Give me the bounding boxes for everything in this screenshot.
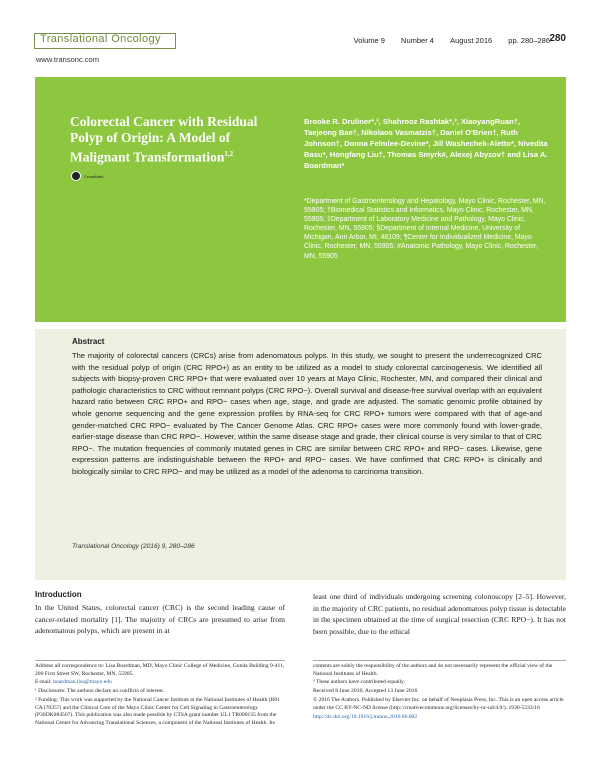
volume: Volume 9: [353, 36, 385, 45]
citation-line: Translational Oncology (2016) 9, 280–286: [72, 543, 195, 550]
journal-url[interactable]: www.transonc.com: [36, 55, 99, 64]
copyright-note: © 2016 The Authors. Published by Elsevier Inc. on behalf of Neoplasia Press, Inc. This is an open access article under the CC BY-NC-ND license (http://creativecommons.org/licenses/by-nc-nd/4.0/). 1936-5233/16: [313, 697, 564, 711]
crossmark-label: CrossMark: [84, 173, 104, 179]
title-footnote-marks: 1,2: [224, 150, 234, 158]
received-note: Received 8 June 2016; Accepted 13 June 2016: [313, 688, 418, 695]
crossmark-icon: [71, 171, 81, 181]
abstract-heading: Abstract: [72, 337, 105, 346]
footnotes-right: [313, 663, 566, 723]
footnote-divider-left: [35, 660, 285, 661]
affiliations: *Department of Gastroenterology and Hepatology, Mayo Clinic, Rochester, MN, 55905; †Biomedical Statistics and Informatics, Mayo Clinic, Rochester, MN, 55905; ‡Department of Laboratory Medicine and Pathology, Mayo Clinic, Rochester, MN, 55905; §Department of Internal Medicine, University of Michigan, Ann Arbor, MI, 48109; ¶Center for Individualized Medicine, Mayo Clinic, Rochester, MN, 55905; #Anatomic Pathology, Mayo Clinic, Rochester, MN, 55905: [304, 198, 546, 260]
equal-contribution-note: ³ These authors have contributed equally.: [313, 679, 405, 686]
introduction-left-column: In the United States, colorectal cancer (CRC) is the second leading cause of cancer-related mortality [1]. The majority of CRCs are presumed to arise from adenomatous polyps, which are present in at: [35, 603, 285, 636]
contents-note: contents are solely the responsibility of the authors and do not necessarily represent the official view of the National Institutes of Health.: [313, 663, 553, 677]
funding-note: ² Funding: This work was supported by the National Cancer Institute at the National Institutes of Health (R01 CA170357) and the Clinical Core of the Mayo Clinic Center for Cell Signaling in Gastroenterology (P30DK084567). This publication was also made possible by CTSA grant number UL1 TR000135 from the National Center for Advancing Translational Sciences, a component of the National Institutes of Health. Its: [35, 697, 281, 727]
email-note: [35, 679, 285, 687]
abstract-text: The majority of colorectal cancers (CRCs) arise from adenomatous polyps. In this study, we sought to present the underrecognized CRC with the residual polyp of origin (CRC RPO+) as an entity to be utilized as a model to study colorectal carcinogenesis. We identified all subjects with biopsy-proven CRC RPO+ that were evaluated over 10 years at Mayo Clinic, Rochester, MN, and compared their clinical and pathologic characteristics to CRC without remnant polyps (CRC RPO−). Overall survival and disease-free survival overlap with an equivalent hazard ratio between CRC RPO+ and RPO− cases when age, stage, and grade are adjusted. The somatic genomic profile obtained by whole genome sequencing and the gene expression profiles by RNA-seq for CRC RPO+ tumors were compared with that of age-and gender-matched CRC RPO− evaluated by The Cancer Genome Atlas. CRC RPO+ cases were more commonly found with lower-grade, earlier-stage disease than CRC RPO−. However, within the same disease stage and grade, their clinical course is very similar to that of CRC RPO−. The mutation frequencies of commonly mutated genes in CRC are similar between CRC RPO+ and RPO− cases. Likewise, gene expression patterns are indistinguishable between the RPO+ and RPO− cases. We have confirmed that CRC RPO+ is clinically and biologically similar to CRC RPO− and may be utilized as a model of the adenoma to carcinoma transition.: [72, 351, 542, 476]
crossmark-badge[interactable]: [71, 171, 103, 181]
introduction-heading: Introduction: [35, 590, 82, 599]
page-number: 280: [549, 33, 566, 44]
footnotes-left: [35, 663, 285, 729]
disclosures-note: ¹ Disclosures: The authors declare no conflicts of interest.: [35, 688, 165, 695]
footnote-divider-right: [313, 660, 566, 661]
email-link[interactable]: boardman.lisa@mayo.edu: [53, 679, 112, 686]
correspondence-note: Address all correspondence to: Lisa Boardman, MD, Mayo Clinic College of Medicine, Gonda Building 9-411, 200 First Street SW, Rochester, MN, 55905.: [35, 663, 285, 677]
article-title-text: Colorectal Cancer with Residual Polyp of Origin: A Model of Malignant Transformation: [70, 114, 258, 165]
introduction-right-column: least one third of individuals undergoing screening colonoscopy [2–5]. However, in the majority of CRC patients, no residual adenomatous polyp tissue is detectable in the specimen obtained at the time of surgical resection (CRC RPO−). It has not been possible, due to the ethical: [313, 592, 566, 636]
author-list: Brooke R. Druliner*,³, Shahrooz Rashtak*,³, XiaoyangRuan†, Taejeong Bae†, Nikolaos Vasmatzis†, Daniel O'Brien†, Ruth Johnson†, Donna Felmlee-Devine*, Jill Washechek-Aletto*, Nivedita Basu*, Hongfang Liu†, Thomas Smyrk#, Alexej Abyzov† and Lisa A. Boardman*: [304, 117, 548, 171]
doi-link[interactable]: http://dx.doi.org/10.1016/j.tranon.2016.06.002: [313, 713, 418, 720]
issue-number: Number 4: [401, 36, 434, 45]
email-label: E-mail:: [35, 679, 52, 686]
journal-name: Translational Oncology: [40, 33, 161, 45]
issue-date: August 2016: [450, 36, 493, 45]
page-range: pp. 280–286: [508, 36, 550, 45]
article-title: [70, 114, 270, 166]
issue-info: [340, 36, 550, 45]
